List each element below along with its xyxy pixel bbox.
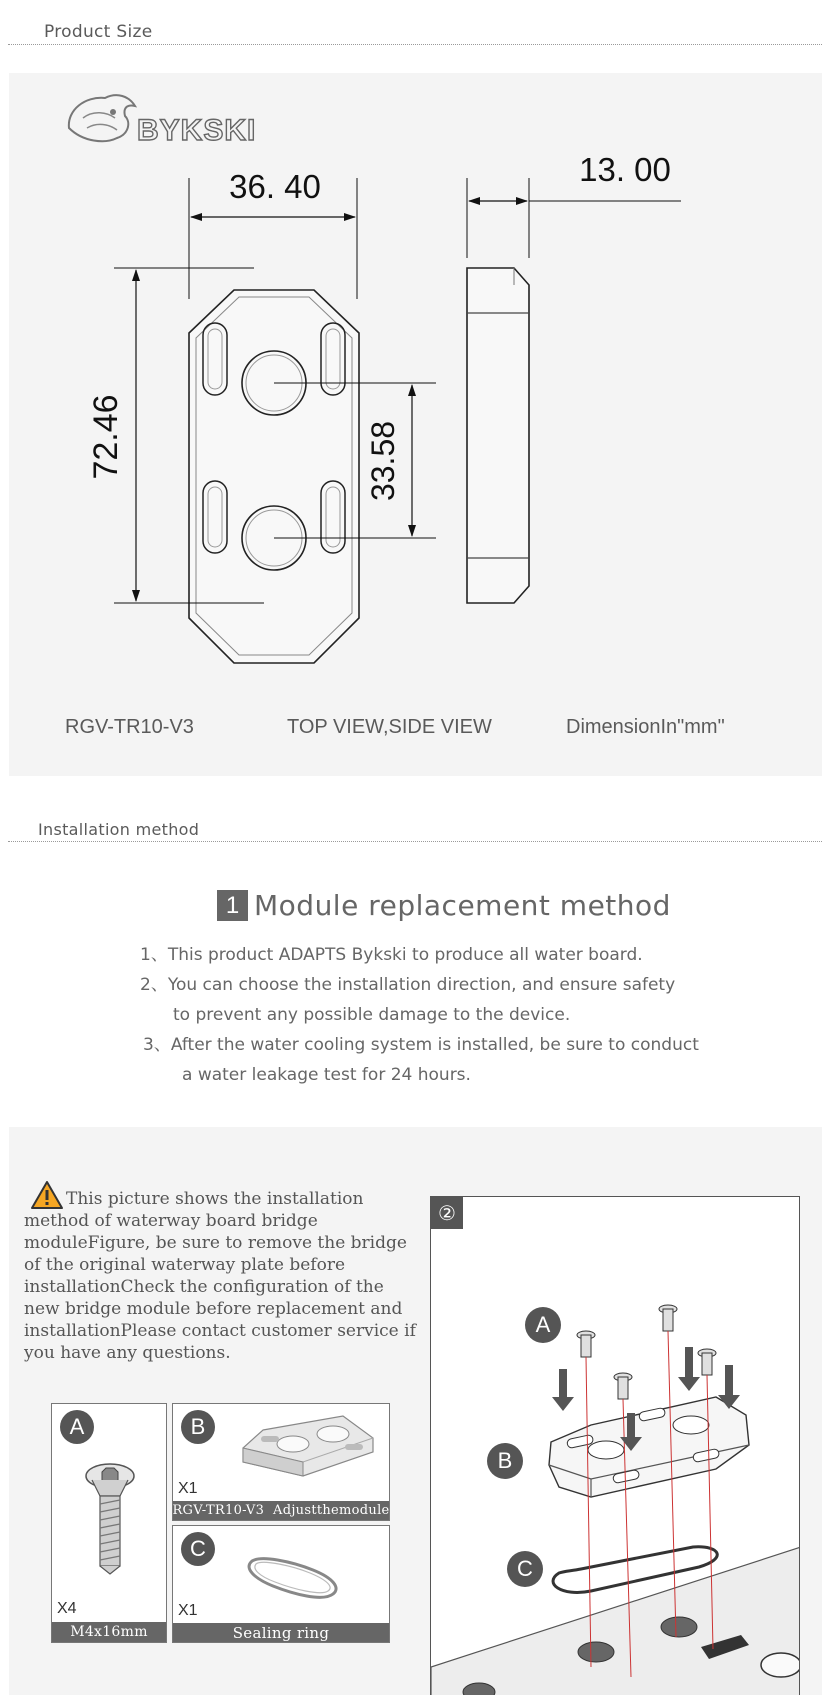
- bridge-module-icon: [233, 1410, 383, 1484]
- part-c-label: Sealing ring: [173, 1623, 389, 1642]
- method-number-badge: 1: [217, 890, 248, 921]
- method-step-2: 2、You can choose the installation direction, and ensure safety: [140, 975, 676, 995]
- part-b-label: RGV-TR10-V3 Adjustthemodule: [172, 1503, 390, 1518]
- dimension-height: 72.46: [87, 394, 125, 480]
- dimension-drawing: [9, 73, 822, 776]
- diagram-label-a: A: [525, 1307, 561, 1343]
- diagram-label-b: B: [487, 1443, 523, 1479]
- method-heading: [217, 889, 671, 922]
- method-step-1: 1、This product ADAPTS Bykski to produce all water board.: [140, 945, 643, 965]
- sealing-ring-icon: [243, 1548, 343, 1604]
- part-b-letter: B: [181, 1410, 215, 1444]
- diagram-step-badge: ②: [431, 1197, 463, 1229]
- installation-notice: This picture shows the installation method of waterway board bridge moduleFigure, be sure to remove the bridge of the original waterway plate before installationCheck the configuration of the new bridge module before replacement and installationPlease contact customer service if you have any questions.: [24, 1189, 416, 1363]
- svg-text:BYKSKI: BYKSKI: [137, 114, 257, 147]
- model-caption: RGV-TR10-V3: [65, 716, 194, 738]
- section-title-product-size: [8, 22, 822, 45]
- section-title-text: Product Size: [44, 22, 153, 42]
- screw-icon: [82, 1460, 138, 1580]
- part-a-label: M4x16mm: [52, 1622, 166, 1642]
- part-a-card: [51, 1403, 167, 1643]
- bykski-logo: [69, 95, 257, 147]
- diagram-label-c: C: [507, 1551, 543, 1587]
- method-step-2-cont: to prevent any possible damage to the device.: [173, 1005, 571, 1025]
- part-c-qty: X1: [178, 1602, 198, 1619]
- method-title: Module replacement method: [254, 889, 671, 922]
- part-c-letter: C: [181, 1532, 215, 1566]
- exploded-diagram: [430, 1196, 800, 1695]
- dimension-spacing: 33.58: [365, 420, 401, 502]
- exploded-view-drawing: [431, 1197, 800, 1695]
- dimension-width: 36. 40: [229, 168, 321, 205]
- section-title-text: Installation method: [38, 820, 200, 839]
- method-step-3: 3、After the water cooling system is installed, be sure to conduct: [143, 1035, 699, 1055]
- part-a-qty: X4: [57, 1600, 77, 1617]
- dimension-depth: 13. 00: [579, 151, 671, 188]
- view-caption: TOP VIEW,SIDE VIEW: [287, 716, 492, 738]
- method-step-3-cont: a water leakage test for 24 hours.: [182, 1065, 471, 1085]
- part-b-qty: X1: [178, 1480, 198, 1497]
- unit-caption: DimensionIn"mm": [566, 716, 725, 738]
- dimension-drawing-panel: [9, 73, 822, 776]
- section-title-installation: [8, 820, 822, 842]
- part-c-card: [172, 1525, 390, 1643]
- part-a-letter: A: [60, 1410, 94, 1444]
- part-b-card: [172, 1403, 390, 1521]
